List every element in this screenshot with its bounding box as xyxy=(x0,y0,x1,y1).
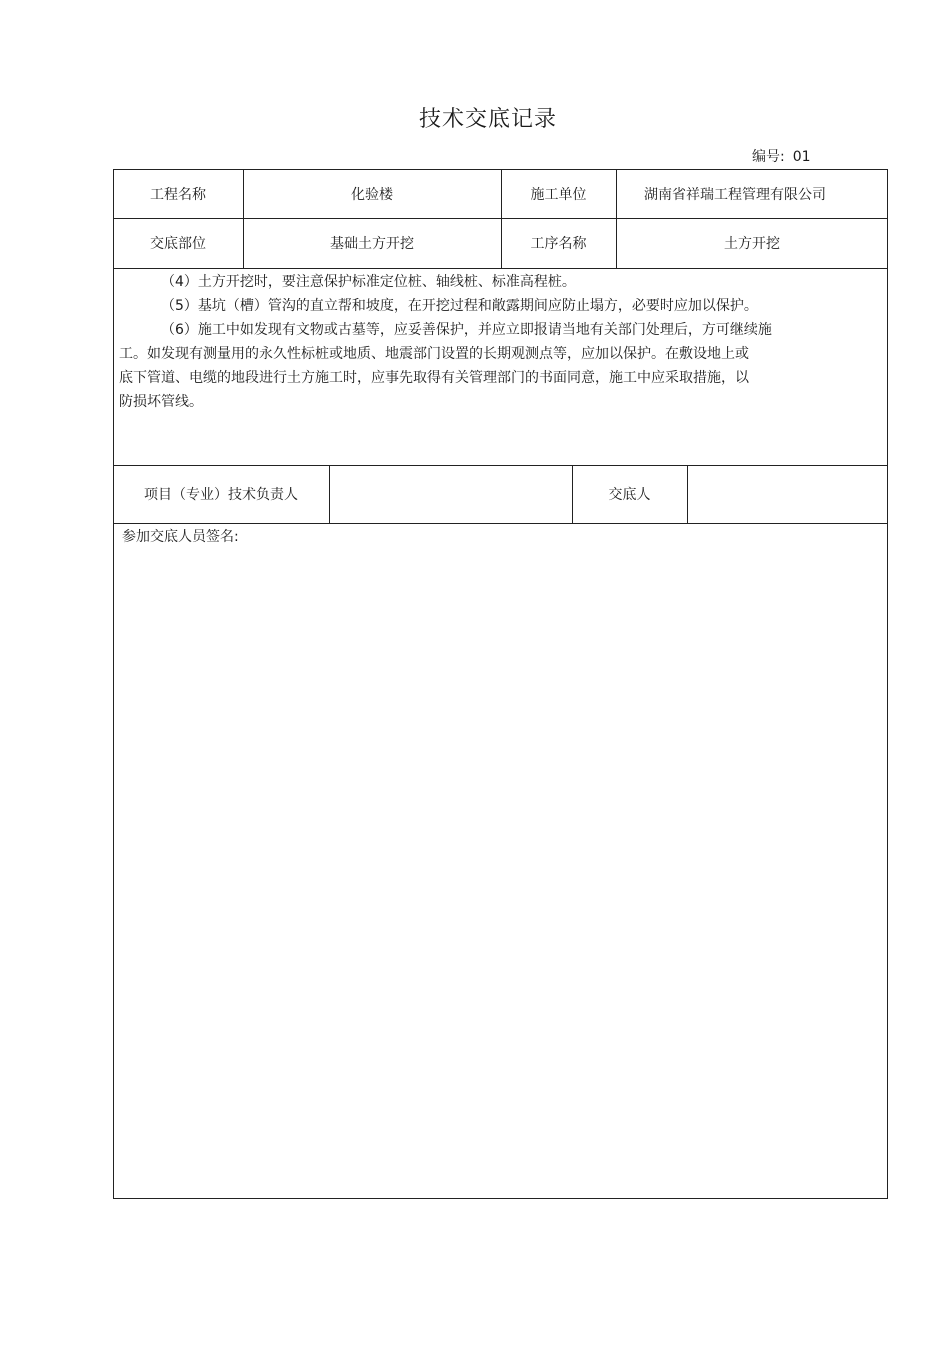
document-number xyxy=(752,146,811,166)
row-divider-4 xyxy=(113,523,888,524)
discloser-signature[interactable] xyxy=(687,465,888,523)
disclosure-part-label: 交底部位 xyxy=(150,236,206,252)
content-paragraph-5: （5）基坑（槽）管沟的直立帮和坡度，在开挖过程和敞露期间应防止塌方，必要时应加以保护。 xyxy=(161,298,758,314)
content-paragraph-6-line-1: （6）施工中如发现有文物或古墓等，应妥善保护，并应立即报请当地有关部门处理后，方可继续施 xyxy=(161,322,772,338)
process-name-value: 土方开挖 xyxy=(724,236,780,252)
process-name-label: 工序名称 xyxy=(530,236,587,252)
document-title: 技术交底记录 xyxy=(418,107,557,132)
construction-unit-value: 湖南省祥瑞工程管理有限公司 xyxy=(644,186,826,203)
disclosure-content xyxy=(119,270,819,414)
project-name-label: 工程名称 xyxy=(150,186,206,203)
tech-lead-label: 项目（专业）技术负责人 xyxy=(144,487,298,503)
disclosure-part-value: 基础土方开挖 xyxy=(330,236,414,252)
project-name-value: 化验楼 xyxy=(351,186,393,203)
content-paragraph-6-line-4: 防损坏管线。 xyxy=(119,394,203,410)
discloser-label: 交底人 xyxy=(608,487,651,503)
construction-unit-label: 施工单位 xyxy=(530,186,587,203)
content-paragraph-4: （4）土方开挖时，要注意保护标准定位桩、轴线桩、标准高程桩。 xyxy=(161,274,576,290)
content-paragraph-6-line-2: 工。如发现有测量用的永久性标桩或地质、地震部门设置的长期观测点等，应加以保护。在敷设地上或 xyxy=(119,346,749,362)
participants-signature-label: 参加交底人员签名: xyxy=(122,529,239,545)
document-number-value: 01 xyxy=(792,149,811,165)
tech-lead-signature[interactable] xyxy=(329,465,572,523)
content-paragraph-6-line-3: 底下管道、电缆的地段进行土方施工时，应事先取得有关管理部门的书面同意，施工中应采取措施，以 xyxy=(119,370,749,386)
document-number-label: 编号: xyxy=(752,149,785,165)
